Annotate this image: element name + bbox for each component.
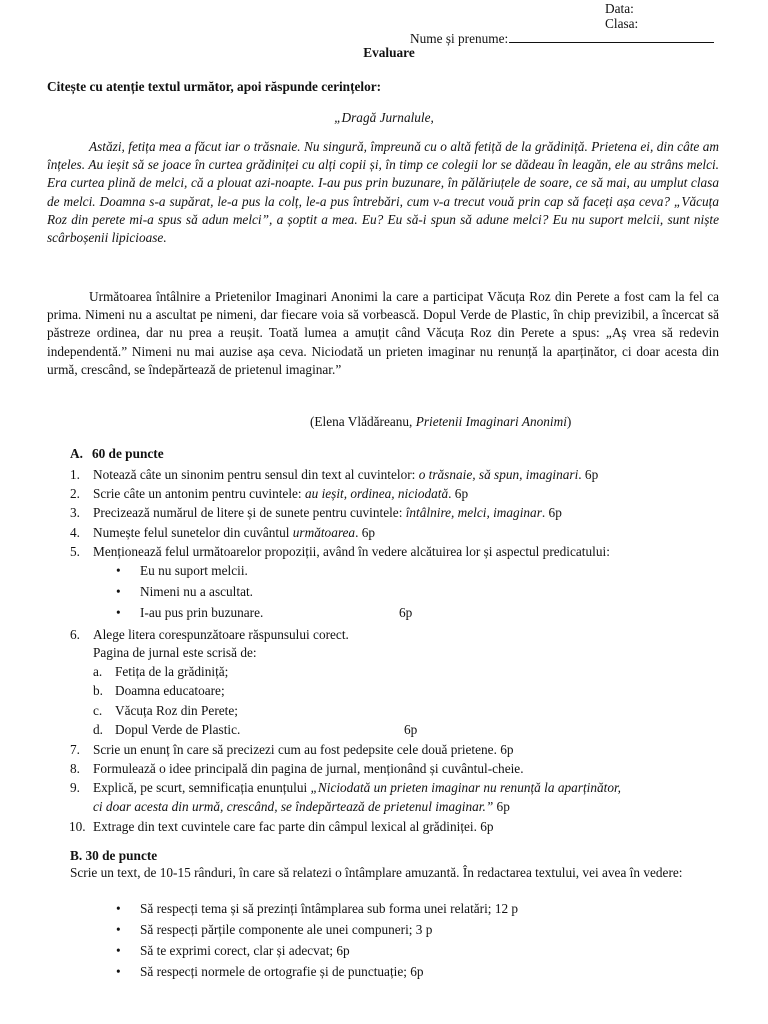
question-text: Scrie câte un antonim pentru cuvintele: au ieșit, ordinea, niciodată. 6p [93, 486, 469, 501]
section-b-prompt: Scrie un text, de 10-15 rânduri, în care să relatezi o întâmplare amuzantă. În redactarea textului, vei avea în vedere: [70, 865, 683, 880]
source-author: (Elena Vlădăreanu, [310, 414, 416, 429]
question-9-continued: ci doar acesta din urmă, crescând, se îndepărtează de prietenul imaginar.” 6p [93, 799, 510, 814]
q6-prompt: Pagina de jurnal este scrisă de: [93, 645, 257, 660]
section-a-letter: A. [70, 446, 83, 461]
diary-salutation: „Dragă Jurnalule, [334, 110, 434, 125]
question-number: 9. [70, 780, 80, 795]
question-number: 4. [70, 525, 80, 540]
class-label: Clasa: [605, 16, 639, 31]
text-source [310, 414, 571, 430]
question-text: Precizează numărul de litere și de sunete pentru cuvintele: întâlnire, melci, imaginar. 6p [93, 505, 562, 520]
question-number: 2. [70, 486, 80, 501]
worksheet-page: Data: Clasa: Nume și prenume: Evaluare Citește cu atenție textul următor, apoi răspunde cerințelor: „Dragă Jurnalule, Astăzi, fetița mea a făcut iar o trăsnaie. Nu singură, împreună cu o altă fetiță de la grădiniță. Prietena ei, din câte am înțeles. Au ieșit să se joace în curtea grădiniței cu alți copii și, în timp ce colegii lor se dădeau în leagăn, ele au strâns melci. Era curtea plină de melci, că a plouat azi-noapte. I-au pus prin buzunare, în pălăriuțele de soare, ce să mai, au umplut clasa de melci. Doamna s-a supărat, le-a pus la colț, le-a pus întrebări, cum v-a trecut vouă prin cap să faceți așa ceva? „Văcuța Roz din perete mi-a spus să adun melci”, a șoptit a mea. Eu? Eu să-i spun să adune melci? Eu nu suport melcii, sunt niște scârboșenii lipicioase. Următoarea întâlnire a Prietenilor Imaginari Anonimi la care a participat Văcuța Roz din Perete a fost cam la fel ca prima. Nimeni nu a ascultat pe nimeni, dar fiecare voia să vorbească. Dopul Verde de Plastic, în chip previzibil, a încercat să păstreze ordinea, dar nu prea a reușit. Toată lumea a amuțit când Văcuța Roz din Perete a spus: „Aș vrea să redevin independentă.” Nimeni nu mai auzise așa ceva. Niciodată un prieten imaginar nu renunță la aparținător, ci doar acesta din urmă, crescând, se îndepărtează de prietenul imaginar.” (Elena Vlădăreanu, Prietenii Imaginari Anonimi) A. 60 de puncte 1. Notează câte un sinonim pentru sensul din text al cuvintelor: o trăsnaie, să spun, imaginari. 6p 2. Scrie câte un antonim pentru cuvintele: au ieșit, ordinea, niciodată. 6p 3. Precizează numărul de litere și de sunete pentru cuvintele: întâlnire, melci, imaginar. 6p 4. Numește felul sunetelor din cuvântul următoarea. 6p 5. Menționează felul următoarelor propoziții, având în vedere alcătuirea lor și aspectul predicatului: • Eu nu suport melcii. • Nimeni nu a ascultat. • I-au pus prin buzunare. 6p 6. Alege litera corespunzătoare răspunsului corect. Pagina de jurnal este scrisă de: a. Fetița de la grădiniță; b. Doamna educatoare; c. Văcuța Roz din Perete; d. Dopul Verde de Plastic. 6p 7. Scrie un enunț în care să precizezi cum au fost pedepsite cele două prietene. 6p 8. Formulează o idee principală din pagina de jurnal, menționând și cuvântul-cheie. 9. Explică, pe scurt, semnificația enunțului „Niciodată un prieten imaginar nu renunță la aparținător, ci doar acesta din urmă, crescând, se îndepărtează de prietenul imaginar.” 6p 10. Extrage din text cuvintele care fac parte din câmpul lexical al grădiniței. 6p B. 30 de puncte Scrie un text, de 10-15 rânduri, în care să relatezi o întâmplare amuzantă. În redactarea textului, vei avea în vedere: • Să respecți tema și să prezinți întâmplarea sub forma unei relatări; 12 p • Să respecți părțile componente ale unei compuneri; 3 p • Să te exprimi corect, clar și adecvat; 6p • Să respecți normele de ortografie și de punctuație; 6p [0, 0, 768, 1024]
section-a-heading [70, 446, 164, 462]
q5-points: 6p [399, 605, 413, 620]
question-number: 3. [70, 505, 80, 520]
name-blank-line [509, 31, 714, 43]
section-b-heading: B. 30 de puncte [70, 848, 158, 863]
question-text: Scrie un enunț în care să precizezi cum au fost pedepsite cele două prietene. 6p [93, 742, 514, 757]
question-number: 1. [70, 467, 80, 482]
date-label: Data: [605, 1, 634, 16]
text-paragraph-2: Următoarea întâlnire a Prietenilor Imaginari Anonimi la care a participat Văcuța Roz din Perete a fost cam la fel ca prima. Nimeni nu a ascultat pe nimeni, dar fiecare voia să vorbească. Dopul Verde de Plastic, în chip previzibil, a încercat să păstreze ordinea, dar nu prea a reușit. Toată lumea a amuțit când Văcuța Roz din Perete a spus: „Aș vrea să redevin independentă.” Nimeni nu mai auzise așa ceva. Niciodată un prieten imaginar nu renunță la aparținător, ci doar acesta din urmă, crescând, se îndepărtează de prietenul imaginar.” [47, 289, 719, 377]
question-text: Alege litera corespunzătoare răspunsului corect. [93, 627, 349, 642]
question-number: 7. [70, 742, 80, 757]
source-title: Prietenii Imaginari Anonimi [415, 414, 567, 429]
page-title: Evaluare [363, 45, 415, 60]
question-number: 10. [69, 819, 86, 834]
question-text: Extrage din text cuvintele care fac parte din câmpul lexical al grădiniței. 6p [93, 819, 494, 834]
q6-points: 6p [404, 722, 418, 737]
section-a-points: 60 de puncte [91, 446, 164, 461]
text-paragraph-1: Astăzi, fetița mea a făcut iar o trăsnaie. Nu singură, împreună cu o altă fetiță de la grădiniță. Prietena ei, din câte am înțeles. Au ieșit să se joace în curtea grădiniței cu alți copii și, în timp ce colegii lor se dădeau în leagăn, ele au strâns melci. Era curtea plină de melci, că a plouat azi-noapte. I-au pus prin buzunare, în pălăriuțele de soare, ce să mai, au umplut clasa de melci. Doamna s-a supărat, le-a pus la colț, le-a pus întrebări, cum v-a trecut vouă prin cap să faceți așa ceva? „Văcuța Roz din perete mi-a spus să adun melci”, a șoptit a mea. Eu? Eu să-i spun să adune melci? Eu nu suport melcii, sunt niște scârboșenii lipicioase. [47, 139, 719, 246]
question-number: 5. [70, 544, 80, 559]
question-number: 6. [70, 627, 80, 642]
question-text: Notează câte un sinonim pentru sensul din text al cuvintelor: o trăsnaie, să spun, imaginari. 6p [93, 467, 599, 482]
question-text: Menționează felul următoarelor propoziții, având în vedere alcătuirea lor și aspectul predicatului: [93, 544, 610, 559]
question-text: Formulează o idee principală din pagina de jurnal, menționând și cuvântul-cheie. [93, 761, 524, 776]
question-text: Numește felul sunetelor din cuvântul următoarea. 6p [93, 525, 376, 540]
question-number: 8. [70, 761, 80, 776]
name-label: Nume și prenume: [410, 31, 509, 46]
reading-instruction: Citește cu atenție textul următor, apoi răspunde cerințelor: [47, 79, 382, 94]
source-close: ) [566, 414, 572, 429]
question-text: Explică, pe scurt, semnificația enunțului „Niciodată un prieten imaginar nu renunță la aparținător, [93, 780, 621, 795]
